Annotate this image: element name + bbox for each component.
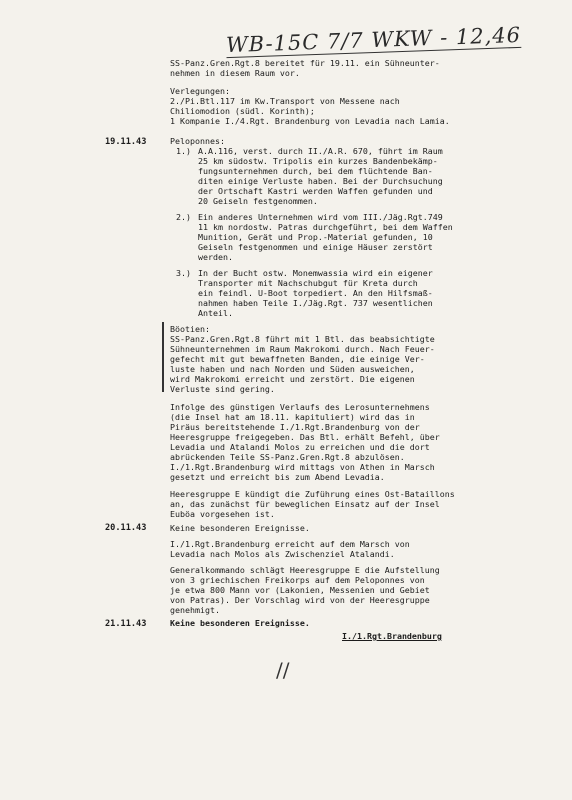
leros-line-2: (die Insel hat am 18.11. kapituliert) wird das in	[170, 412, 415, 422]
entry-date: 19.11.43	[105, 137, 147, 147]
margin-bar	[162, 322, 164, 392]
item-3-line-3: ein feindl. U-Boot torpediert. An den Hilfsmaß-	[198, 288, 433, 298]
item-2-line-1: Ein anderes Unternehmen wird vom III./Jäg.Rgt.749	[198, 212, 443, 222]
general-line-3: je etwa 800 Mann vor (Lakonien, Messenien und Gebiet	[170, 585, 430, 595]
leros-line-7: I./1.Rgt.Brandenburg wird mittags von Athen in Marsch	[170, 462, 435, 472]
general-line-2: von 3 griechischen Freikorps auf dem Peloponnes von	[170, 575, 425, 585]
ost-line-2: an, das zunächst für beweglichen Einsatz auf der Insel	[170, 499, 440, 509]
leros-line-5: Levadia und Atalandi Molos zu erreichen und die dort	[170, 442, 430, 452]
item-2-line-5: werden.	[198, 252, 233, 262]
entry-date: 20.11.43	[105, 523, 147, 533]
item-1-line-1: A.A.116, verst. durch II./A.R. 670, führt im Raum	[198, 146, 443, 156]
entry-3-first-line: Keine besonderen Ereignisse.	[170, 618, 310, 628]
item-3-line-2: Transporter mit Nachschubgut für Kreta durch	[198, 278, 418, 288]
boeotien-line-1: SS-Panz.Gren.Rgt.8 führt mit 1 Btl. das beabsichtigte	[170, 334, 435, 344]
item-number: 3.)	[176, 268, 191, 278]
boeotien-line-6: Verluste sind gering.	[170, 384, 275, 394]
section-heading-boeotien: Böotien:	[170, 324, 210, 334]
leros-line-4: Heeresgruppe freigegeben. Das Btl. erhält Befehl, über	[170, 432, 440, 442]
march-line-2: Levadia nach Molos als Zwischenziel Atalandi.	[170, 549, 395, 559]
general-line-4: von Patras). Der Vorschlag wird von der Heeresgruppe	[170, 595, 430, 605]
intro-line-2: nehmen in diesem Raum vor.	[170, 68, 300, 78]
section-heading-peloponnes: Peloponnes:	[170, 136, 225, 146]
leros-line-8: gesetzt und erreicht bis zum Abend Levadia.	[170, 472, 385, 482]
general-line-5: genehmigt.	[170, 605, 220, 615]
verlegungen-line-2: Chiliomodion (südl. Korinth);	[170, 106, 315, 116]
item-1-line-2: 25 km südostw. Tripolis ein kurzes Bandenbekämp-	[198, 156, 438, 166]
leros-line-1: Infolge des günstigen Verlaufs des Lerosunternehmens	[170, 402, 430, 412]
boeotien-line-3: gefecht mit gut bewaffneten Banden, die einige Ver-	[170, 354, 425, 364]
item-2-line-2: 11 km nordostw. Patras durchgeführt, bei dem Waffen	[198, 222, 453, 232]
leros-line-6: abrückenden Teile SS-Panz.Gren.Rgt.8 abzulösen.	[170, 452, 405, 462]
boeotien-line-2: Sühneunternehmen im Raum Makrokomi durch. Nach Feuer-	[170, 344, 435, 354]
item-3-line-5: Anteil.	[198, 308, 233, 318]
item-1-line-3: fungsunternehmen durch, bei dem flüchtende Ban-	[198, 166, 433, 176]
intro-line-1: SS-Panz.Gren.Rgt.8 bereitet für 19.11. ein Sühneunter-	[170, 58, 440, 68]
entry-date: 21.11.43	[105, 619, 147, 629]
leros-line-3: Piräus bereitstehende I./1.Rgt.Brandenburg von der	[170, 422, 420, 432]
verlegungen-line-3: 1 Kompanie I./4.Rgt. Brandenburg von Levadia nach Lamia.	[170, 116, 450, 126]
verlegungen-heading: Verlegungen:	[170, 86, 230, 96]
item-3-line-1: In der Bucht ostw. Monemwassia wird ein eigener	[198, 268, 433, 278]
entry-2-first-line: Keine besonderen Ereignisse.	[170, 523, 310, 533]
item-2-line-4: Geiseln festgenommen und einige Häuser zerstört	[198, 242, 433, 252]
item-number: 2.)	[176, 212, 191, 222]
bottom-mark: //	[276, 658, 290, 682]
ost-line-1: Heeresgruppe E kündigt die Zuführung eines Ost-Bataillons	[170, 489, 455, 499]
item-3-line-4: nahmen haben Teile I./Jäg.Rgt. 737 wesentlichen	[198, 298, 433, 308]
boeotien-line-5: wird Makrokomi erreicht und zerstört. Die eigenen	[170, 374, 415, 384]
boeotien-line-4: luste haben und nach Norden und Süden ausweichen,	[170, 364, 415, 374]
item-2-line-3: Munition, Gerät und Prop.-Material gefunden, 10	[198, 232, 433, 242]
item-1-line-4: diten einige Verluste haben. Bei der Durchsuchung	[198, 176, 443, 186]
handwritten-reference: WB-15C 7/7 WKW - 12,46	[225, 22, 522, 58]
verlegungen-line-1: 2./Pi.Btl.117 im Kw.Transport von Messene nach	[170, 96, 400, 106]
item-1-line-5: der Ortschaft Kastri werden Waffen gefunden und	[198, 186, 433, 196]
ost-line-3: Euböa vorgesehen ist.	[170, 509, 275, 519]
march-line-1: I./1.Rgt.Brandenburg erreicht auf dem Marsch von	[170, 539, 410, 549]
item-number: 1.)	[176, 146, 191, 156]
unit-signature: I./1.Rgt.Brandenburg	[342, 631, 442, 641]
item-1-line-6: 20 Geiseln festgenommen.	[198, 196, 318, 206]
general-line-1: Generalkommando schlägt Heeresgruppe E die Aufstellung	[170, 565, 440, 575]
